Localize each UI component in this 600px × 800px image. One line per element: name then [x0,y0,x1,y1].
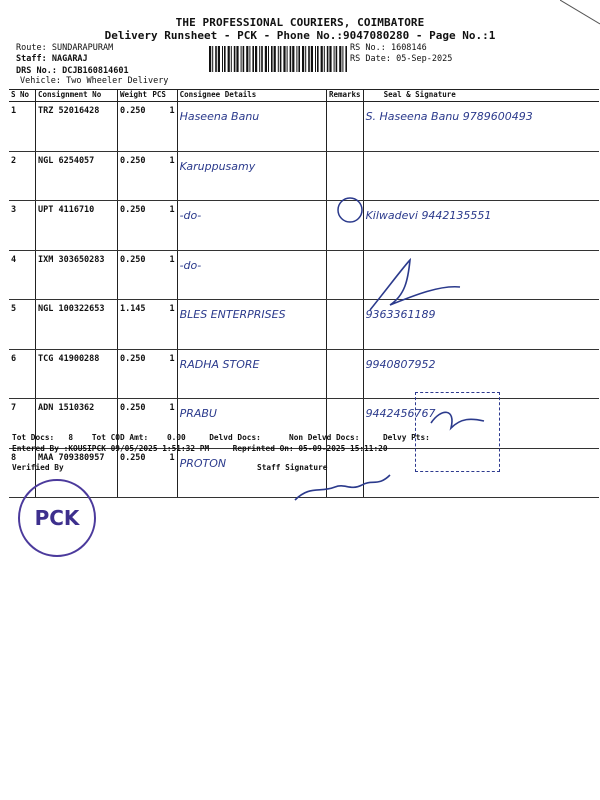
staff-signature-label: Staff Signature [257,463,328,472]
row-sno: 6 [9,349,36,399]
row-consignment-no: ADN 1510362 [36,399,118,449]
row-consignee: PRABU [177,399,326,449]
verified-by-label: Verified By [12,463,64,472]
row-consignment-no: IXM 303650283 [36,250,118,300]
row-consignment-no: MAA 709380957 [36,448,118,498]
col-sno: S No [9,90,36,102]
row-consignee: Haseena Banu [177,102,326,152]
row-sno: 4 [9,250,36,300]
row-remarks [326,349,363,399]
row-consignee: BLES ENTERPRISES [177,300,326,350]
row-sno: 7 [9,399,36,449]
row-seal-signature: 9940807952 [363,349,599,399]
entered-by-line: Entered By :KOUSIPCK 09/05/2025 1:51:32 PM Reprinted On: 05-09-2025 15:11:20 [12,444,388,453]
row-weight: 0.250 [117,399,150,449]
row-weight: 0.250 [117,448,150,498]
rs-no-line: RS No.: 1608146 [350,43,427,53]
rs-date-line: RS Date: 05-Sep-2025 [350,54,453,64]
staff-line: Staff: NAGARAJ [16,54,88,64]
row-pcs: 1 [150,250,177,300]
row-remarks [326,250,363,300]
drs-line: DRS No.: DCJB160814601 [16,66,129,76]
col-remarks: Remarks [326,90,363,102]
row-consignment-no: NGL 100322653 [36,300,118,350]
row-pcs: 1 [150,399,177,449]
table-row [9,300,599,350]
row-consignment-no: TCG 41900288 [36,349,118,399]
col-seal: Seal & Signature [363,90,599,102]
seal-signature-scribble [416,393,499,471]
row-sno: 5 [9,300,36,350]
barcode-image [209,46,347,72]
row-seal-signature: S. Haseena Banu 9789600493 [363,102,599,152]
table-row [9,250,599,300]
row-pcs: 1 [150,349,177,399]
row-consignee: -do- [177,201,326,251]
table-row [9,102,599,152]
table-row [9,349,599,399]
row-seal-signature: 9363361189 [363,300,599,350]
col-consignment: Consignment No [36,90,118,102]
row-pcs: 1 [150,448,177,498]
row-weight: 1.145 [117,300,150,350]
pck-stamp: PCK [18,479,96,557]
row-pcs: 1 [150,151,177,201]
row-sno: 8 [9,448,36,498]
row-consignment-no: TRZ 52016428 [36,102,118,152]
runsheet-title: Delivery Runsheet - PCK - Phone No.:9047080280 - Page No.:1 [104,29,496,42]
row-weight: 0.250 [117,151,150,201]
row-consignee: PROTON [177,448,326,498]
table-header-row [9,90,599,102]
signature-scribble-5 [360,255,470,325]
row-seal-signature: 9442456767 [363,399,599,449]
col-weight: Weight [117,90,150,102]
row-consignee: Karuppusamy [177,151,326,201]
row-seal-signature: Kilwadevi 9442135551 [363,201,599,251]
row-sno: 2 [9,151,36,201]
row-consignment-no: UPT 4116710 [36,201,118,251]
row-consignee: -do- [177,250,326,300]
row-pcs: 1 [150,300,177,350]
row-weight: 0.250 [117,250,150,300]
table-row [9,151,599,201]
col-consignee: Consignee Details [177,90,326,102]
signature-mark-3 [330,193,370,227]
row-seal-signature [363,151,599,201]
vehicle-line: Vehicle: Two Wheeler Delivery [20,76,169,86]
row-remarks [326,102,363,152]
row-weight: 0.250 [117,102,150,152]
company-title: THE PROFESSIONAL COURIERS, COIMBATORE [175,16,425,29]
row-consignment-no: NGL 6254057 [36,151,118,201]
table-row [9,201,599,251]
row-consignee: RADHA STORE [177,349,326,399]
row-weight: 0.250 [117,349,150,399]
row-weight: 0.250 [117,201,150,251]
row-sno: 1 [9,102,36,152]
row-pcs: 1 [150,201,177,251]
col-pcs: PCS [150,90,177,102]
route-line: Route: SUNDARAPURAM [16,43,114,53]
seal-stamp-box [415,392,500,472]
page-fold-mark [560,0,600,30]
totals-line: Tot Docs: 8 Tot COD Amt: 0.00 Delvd Docs: Non Delvd Docs: Delvy Pts: [12,433,430,442]
row-pcs: 1 [150,102,177,152]
row-remarks [326,300,363,350]
row-sno: 3 [9,201,36,251]
